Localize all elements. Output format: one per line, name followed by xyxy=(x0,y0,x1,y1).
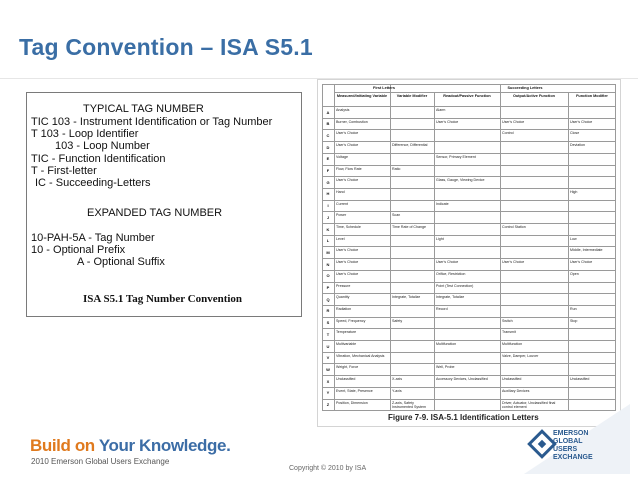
table-cell: Power xyxy=(336,213,347,218)
table-cell: Multifunction xyxy=(502,342,523,346)
table-cell: User's Choice xyxy=(436,119,459,124)
table-rule xyxy=(322,118,616,119)
row-letter: V xyxy=(326,355,330,361)
left-image-caption: ISA S5.1 Tag Number Convention xyxy=(83,293,243,305)
brand-slogan-part1: Build on xyxy=(30,436,99,455)
table-cell: Deviation xyxy=(570,143,585,148)
table-cell: Event, State, Presence xyxy=(336,388,373,393)
logo-line: EXCHANGE xyxy=(553,454,593,461)
title-divider xyxy=(0,78,638,79)
row-letter: K xyxy=(326,226,330,232)
column-header: Function Modifier xyxy=(576,94,608,98)
table-cell: User's Choice xyxy=(336,131,359,136)
table-cell: User's Choice xyxy=(436,260,459,265)
table-cell: Record xyxy=(436,306,448,311)
row-letter: B xyxy=(326,121,330,127)
table-rule xyxy=(322,293,616,294)
table-rule xyxy=(322,246,616,247)
expanded-line: 10 - Optional Prefix xyxy=(31,244,126,256)
row-letter: D xyxy=(326,144,330,150)
row-letter: G xyxy=(326,179,330,185)
table-cell: Analysis xyxy=(336,108,350,112)
table-cell: Unclassified xyxy=(502,377,522,382)
table-rule xyxy=(322,200,616,201)
table-cell: Switch xyxy=(502,318,513,323)
table-rule xyxy=(334,84,335,410)
table-cell: Multifunction xyxy=(436,342,457,346)
table-rule xyxy=(322,165,616,166)
brand-subtitle: 2010 Emerson Global Users Exchange xyxy=(31,457,170,466)
identification-letters-image xyxy=(318,80,620,426)
table-cell: Pressure xyxy=(336,283,351,288)
table-cell: Valve, Damper, Louver xyxy=(502,353,539,358)
row-letter: N xyxy=(326,261,330,267)
table-rule xyxy=(334,92,616,93)
table-cell: X-axis xyxy=(392,377,402,382)
table-cell: Quantity xyxy=(336,295,350,300)
table-rule xyxy=(434,92,435,410)
table-cell: Safety xyxy=(392,318,403,323)
table-cell: User's Choice xyxy=(336,260,359,265)
table-cell: Low xyxy=(570,236,577,241)
table-rule xyxy=(322,305,616,306)
row-letter: H xyxy=(326,191,330,197)
table-rule xyxy=(322,375,616,376)
column-header: Variable Modifier xyxy=(396,94,428,98)
expanded-line: 10-PAH-5A - Tag Number xyxy=(31,232,155,244)
identification-letters-table xyxy=(322,84,616,410)
logo-text xyxy=(553,430,593,462)
table-cell: User's Choice xyxy=(336,271,359,276)
table-cell: Accessory Devices, Unclassified xyxy=(436,377,488,382)
table-rule xyxy=(500,84,501,410)
table-cell: Time, Schedule xyxy=(336,225,361,229)
table-cell: User's Choice xyxy=(336,248,359,253)
table-rule xyxy=(390,84,391,410)
row-letter: Q xyxy=(326,296,330,302)
table-cell: Transmit xyxy=(502,330,516,335)
row-letter: F xyxy=(326,168,330,173)
table-cell: Ratio xyxy=(392,166,401,171)
table-cell: Point (Test Connection) xyxy=(436,283,474,288)
table-cell: Vibration, Mechanical Analysis xyxy=(336,353,385,358)
logo-line: GLOBAL xyxy=(553,438,583,445)
table-cell: Temperature xyxy=(336,330,357,335)
table-cell: Auxiliary Devices xyxy=(502,388,530,393)
table-rule xyxy=(322,129,616,130)
column-header: Measured/Initiating Variable xyxy=(336,94,388,98)
table-rule xyxy=(322,223,616,224)
column-header: Output/Active Function xyxy=(513,94,555,98)
table-rule xyxy=(322,387,616,388)
table-cell: Hand xyxy=(336,189,345,194)
row-letter: L xyxy=(326,238,330,244)
tag-line: T - First-letter xyxy=(31,165,97,177)
table-rule xyxy=(322,84,616,85)
table-cell: User's Choice xyxy=(336,143,359,148)
table-cell: Integrate, Totalize xyxy=(392,295,421,300)
brand-slogan-part2: Your Knowledge. xyxy=(98,436,231,455)
table-rule xyxy=(322,176,616,177)
table-rule xyxy=(322,141,616,142)
table-cell: Difference, Differential xyxy=(392,143,428,148)
row-letter: S xyxy=(326,320,330,326)
logo-line: EMERSON xyxy=(553,430,589,437)
row-letter: R xyxy=(326,308,330,314)
tag-line: TIC - Function Identification xyxy=(31,153,166,165)
tag-line: TIC 103 - Instrument Identification or Tag Number xyxy=(31,116,273,128)
row-letter: M xyxy=(326,249,330,255)
brand-slogan xyxy=(30,436,230,456)
table-rule xyxy=(322,235,616,236)
table-cell: Voltage xyxy=(336,154,348,159)
tag-number-convention-image xyxy=(26,92,302,317)
typical-heading: TYPICAL TAG NUMBER xyxy=(83,103,204,115)
table-rule xyxy=(322,270,616,271)
table-rule xyxy=(322,317,616,318)
table-rule xyxy=(615,84,616,410)
table-cell: Z-axis, Safety Instrumented System xyxy=(392,400,426,409)
row-letter: X xyxy=(326,378,330,384)
table-cell: Light xyxy=(436,236,444,241)
row-letter: I xyxy=(327,203,329,209)
table-rule xyxy=(322,106,616,107)
tag-line: 103 - Loop Number xyxy=(55,140,150,152)
table-cell: Y-axis xyxy=(392,388,402,393)
table-cell: Control xyxy=(502,131,514,136)
slide-title: Tag Convention – ISA S5.1 xyxy=(19,34,313,60)
table-rule xyxy=(322,282,616,283)
row-letter: T xyxy=(326,331,330,337)
table-cell: Unclassified xyxy=(336,377,356,382)
table-cell: Weight, Force xyxy=(336,365,359,370)
table-cell: Flow, Flow Rate xyxy=(336,166,362,171)
table-cell: Unclassified xyxy=(570,377,590,382)
table-rule xyxy=(322,399,616,400)
table-cell: Close xyxy=(570,131,580,136)
table-cell: Alarm xyxy=(436,108,446,112)
table-rule xyxy=(568,92,569,410)
row-letter: U xyxy=(326,343,330,349)
logo-line: USERS xyxy=(553,446,578,453)
column-header: Readout/Passive Function xyxy=(443,94,491,98)
table-cell: User's Choice xyxy=(502,260,525,265)
table-cell: Multivariable xyxy=(336,342,357,346)
expanded-line: A - Optional Suffix xyxy=(77,256,165,268)
table-rule xyxy=(322,352,616,353)
table-cell: Scan xyxy=(392,213,401,218)
table-rule xyxy=(322,188,616,189)
row-letter: A xyxy=(326,109,330,115)
table-cell: Speed, Frequency xyxy=(336,318,366,323)
row-letter: J xyxy=(326,214,330,220)
copyright: Copyright © 2010 by ISA xyxy=(289,465,367,472)
table-cell: Sensor, Primary Element xyxy=(436,154,476,159)
table-cell: High xyxy=(570,189,578,194)
table-cell: Open xyxy=(570,271,579,276)
table-cell: Run xyxy=(570,306,577,311)
group-header: Succeeding Letters xyxy=(507,86,543,90)
table-cell: User's Choice xyxy=(570,119,593,124)
table-caption: Figure 7-9. ISA-5.1 Identification Letters xyxy=(388,413,539,422)
row-letter: O xyxy=(326,273,330,279)
row-letter: Y xyxy=(326,390,330,396)
table-cell: Time Rate of Change xyxy=(392,225,427,229)
table-cell: Control Station xyxy=(502,225,526,229)
table-cell: Middle, Intermediate xyxy=(570,248,603,253)
table-cell: Glass, Gauge, Viewing Device xyxy=(436,178,485,183)
table-cell: Level xyxy=(336,236,345,241)
table-rule xyxy=(322,258,616,259)
table-cell: Orifice, Restriction xyxy=(436,271,466,276)
table-rule xyxy=(322,363,616,364)
row-letter: W xyxy=(326,366,330,372)
table-rule xyxy=(322,211,616,212)
table-cell: Burner, Combustion xyxy=(336,119,368,124)
table-cell: Indicate xyxy=(436,201,449,206)
table-cell: User's Choice xyxy=(570,260,593,265)
table-rule xyxy=(322,153,616,154)
group-header: First Letters xyxy=(373,86,395,90)
row-letter: C xyxy=(326,132,330,138)
table-rule xyxy=(322,340,616,341)
tag-line: IC - Succeeding-Letters xyxy=(35,177,151,189)
row-letter: E xyxy=(326,156,330,162)
table-cell: User's Choice xyxy=(336,178,359,183)
expanded-heading: EXPANDED TAG NUMBER xyxy=(87,207,223,219)
table-cell: Radiation xyxy=(336,306,352,311)
table-cell: Stop xyxy=(570,318,578,323)
table-cell: User's Choice xyxy=(502,119,525,124)
table-cell: Driver, Actuator, Unclassified final control element xyxy=(502,400,556,409)
row-letter: Z xyxy=(326,402,330,407)
table-cell: Current xyxy=(336,201,348,206)
row-letter: P xyxy=(326,285,330,290)
table-cell: Well, Probe xyxy=(436,365,455,370)
tag-line: T 103 - Loop Identifier xyxy=(31,128,139,140)
table-rule xyxy=(322,328,616,329)
table-cell: Position, Dimension xyxy=(336,400,368,405)
table-cell: Integrate, Totalize xyxy=(436,295,465,300)
